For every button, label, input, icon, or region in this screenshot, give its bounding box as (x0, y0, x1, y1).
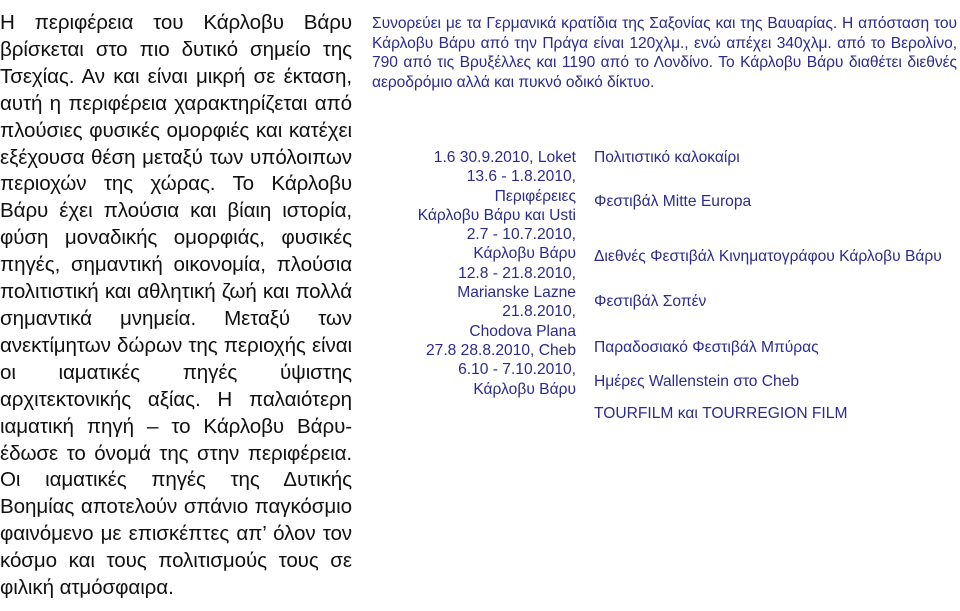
event-name: Φεστιβάλ Mitte Europa (594, 193, 752, 210)
event-date-line: 27.8 28.8.2010, Cheb (426, 341, 576, 359)
event-dates-column (390, 148, 576, 399)
event-date-line: Κάρλοβυ Βάρυ (473, 245, 576, 263)
event-date-line: Κάρλοβυ Βάρυ και Usti (417, 206, 576, 224)
event-date-line: Marianske Lazne (457, 284, 576, 302)
event-date-line: 1.6 30.9.2010, Loket (433, 149, 576, 166)
event-date-line: 6.10 - 7.10.2010, (458, 361, 576, 379)
event-date-line: 12.8 - 21.8.2010, (458, 264, 576, 282)
event-date-line: Κάρλοβυ Βάρυ (473, 380, 576, 398)
event-date-line: 2.7 - 10.7.2010, (466, 226, 576, 244)
event-name: Ημέρες Wallenstein στο Cheb (594, 373, 800, 390)
event-name: TOURFILM και TOURREGION FILM (594, 405, 848, 422)
event-name: Πολιτιστικό καλοκαίρι (594, 149, 740, 166)
event-name: Φεστιβάλ Σοπέν (594, 293, 707, 310)
event-date-line: Περιφέρειες (494, 187, 576, 205)
location-paragraph: Συνορεύει με τα Γερμανικά κρατίδια της Σαξονίας και της Βαυαρίας. Η απόσταση του Κάρλοβυ Βάρυ από την Πράγα είναι 120χλμ., ενώ απέχει 340χλμ. από το Βερολίνο, 790 από τις Βρυξέλλες και 1190 από το Λονδίνο. Το Κάρλοβυ Βάρυ διαθέτει διεθνές αεροδρόμιο αλλά και πυκνό οδικό δίκτυο. (372, 15, 957, 91)
event-name: Παραδοσιακό Φεστιβάλ Μπύρας (594, 339, 819, 356)
event-date-line: Chodova Plana (469, 322, 576, 340)
event-date-line: 13.6 - 1.8.2010, (466, 168, 576, 186)
event-name: Διεθνές Φεστιβάλ Κινηματογράφου Κάρλοβυ Βάρυ (594, 248, 942, 265)
intro-paragraph: Η περιφέρεια του Κάρλοβυ Βάρυ βρίσκεται στο πιο δυτικό σημείο της Τσεχίας. Αν και είναι μικρή σε έκταση, αυτή η περιφέρεια χαρακτηρίζεται από πλούσιες φυσικές ομορφιές και κατέχει εξέχουσα θέση μεταξύ των υπόλοιπων περιοχών της χώρας. Το Κάρλοβυ Βάρυ έχει πλούσια και βίαιη ιστορία, φύση μοναδικής ομορφιάς, φυσικές πηγές, σημαντική οικονομία, πλούσια πολιτιστική και αθλητική ζωή και πολλά σημαντικά μνημεία. Μεταξύ των ανεκτίμητων δώρων της περιοχής είναι οι ιαματικές πηγές ύψιστης αρχιτεκτονικής αξίας. Η παλαιότερη ιαματική πηγή – το Κάρλοβυ Βάρυ- έδωσε το όνομά της στην περιφέρεια. Οι ιαματικές πηγές της Δυτικής Βοημίας αποτελούν σπάνιο παγκόσμιο φαινόμενο με επισκέπτες απ’ όλον τον κόσμο και τους πολιτισμούς τους σε φιλική ατμόσφαιρα. (0, 11, 352, 600)
event-date-line: 21.8.2010, (502, 303, 576, 321)
